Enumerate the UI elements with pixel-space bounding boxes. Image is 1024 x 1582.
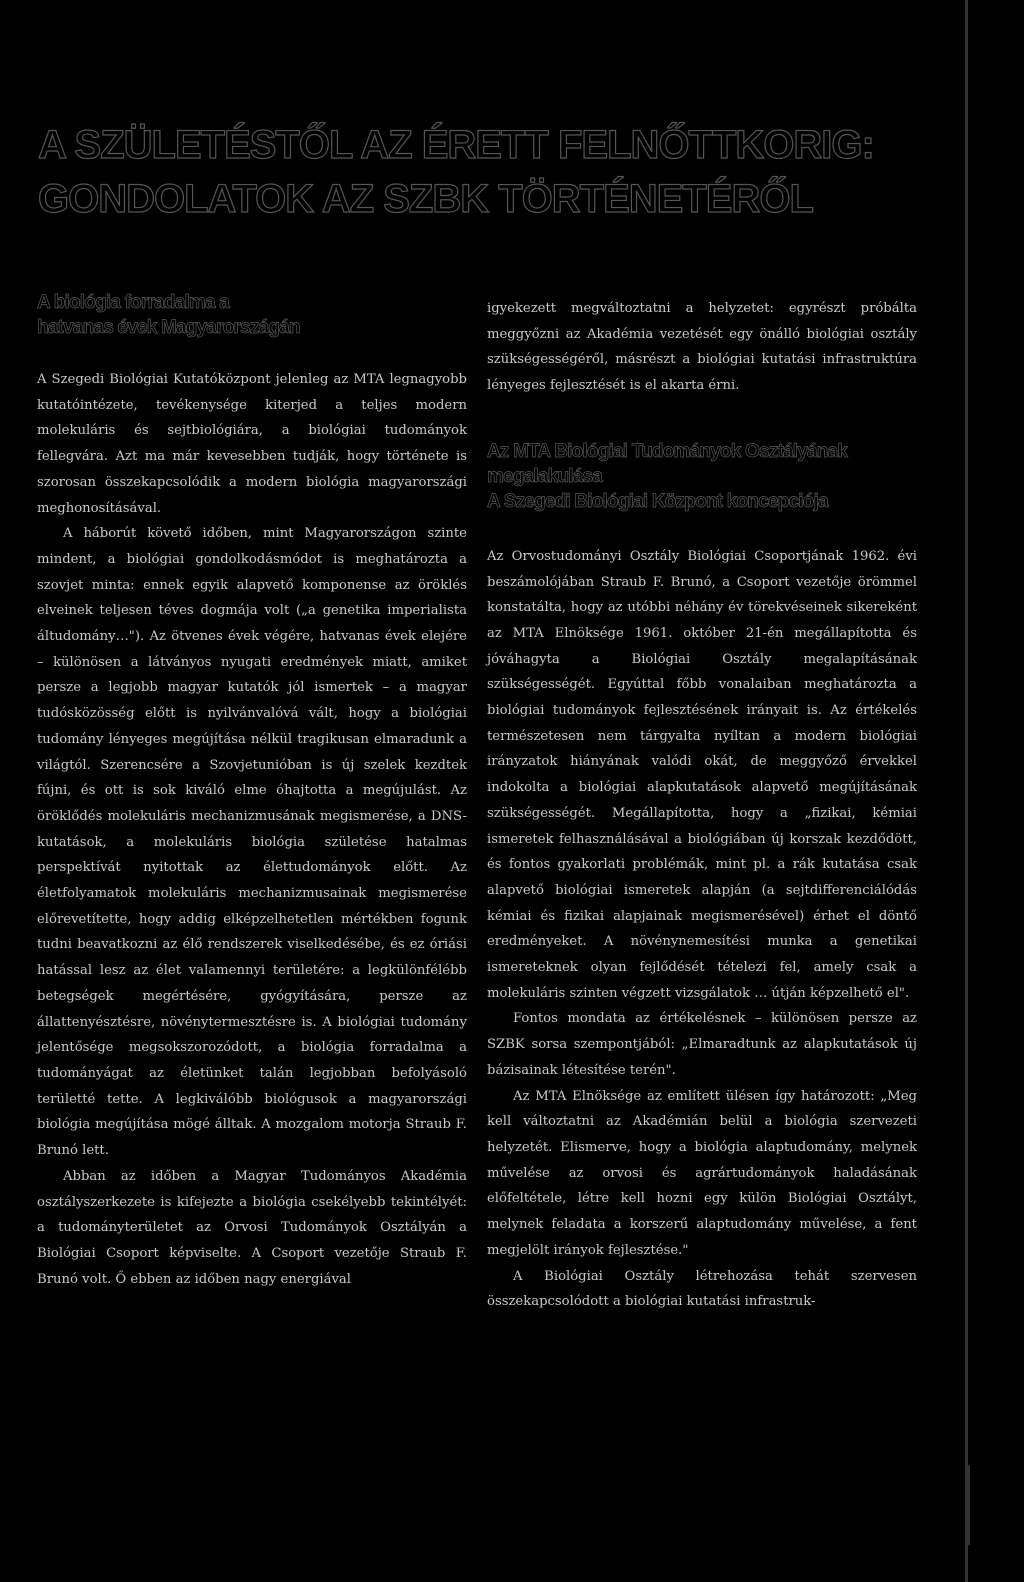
body-paragraph-continued: igyekezett megváltoztatni a helyzetet: egyrészt próbálta meggyőzni az Akadémia vezetését egy önálló biológiai osztály szükségességéről, másrészt a biológiai kutatási infrastruktúra lényeges fejlesztését is el akarta érni. bbox=[487, 301, 917, 394]
section-heading-mta-biology-department bbox=[487, 439, 917, 514]
left-column bbox=[37, 282, 467, 1292]
body-paragraph: Fontos mondata az értékelésnek – különösen persze az SZBK sorsa szempontjából: „Elmaradtunk az alapkutatások új bázisainak létesítése terén". bbox=[487, 1011, 917, 1078]
section-heading-line-1: Az MTA Biológiai Tudományok Osztályának bbox=[487, 440, 848, 462]
right-column bbox=[487, 296, 917, 1315]
page-title bbox=[38, 118, 938, 226]
body-paragraph: Abban az időben a Magyar Tudományos Akadémia osztályszerkezete is kifejezte a biológia csekélyebb tekintélyét: a tudományterületet az Orvosi Tudományok Osztályán a Biológiai Csoport képviselte. A Csoport vezetője Straub F. Brunó volt. Ő ebben az időben nagy energiával bbox=[37, 1168, 467, 1287]
section-heading-line-2: hatvanas évek Magyarországán bbox=[37, 317, 300, 338]
section-heading-biology-revolution bbox=[37, 290, 467, 340]
section-heading-line-3: A Szegedi Biológiai Központ koncepciója bbox=[487, 490, 828, 512]
body-paragraph: Az Orvostudományi Osztály Biológiai Csoportjának 1962. évi beszámolójában Straub F. Brunó, a Csoport vezetője örömmel konstatálta, hogy az utóbbi néhány év törekvéseinek sikereként az MTA Elnöksége 1961. október 21-én megállapította és jóváhagyta a Biológiai Osztály megalapításának szükségességét. Egyúttal főbb vonalaiban meghatározta a biológiai tudományok fejlesztésének irányait is. Az értékelés természetesen nem tárgyalta nyíltan a modern biológiai irányzatok hiányának valódi okát, de meggyőző érvekkel indokolta a biológiai alapkutatások alapvető megújításának szükségességét. Megállapította, hogy a „fizikai, kémiai ismeretek felhasználásával a biológiában új korszak kezdődött, és fontos gyakorlati problémák, mint pl. a rák kutatása csak alapvető biológiai ismeretek alapján (a sejtdifferenciálódás kémiai és fizikai alapjainak megismerésével) érhet el döntő eredményeket. A növénynemesítési munka a genetikai ismereteknek olyan fejlődését tételezi fel, amely csak a molekuláris szinten végzett vizsgálatok … útján képzelhető el". bbox=[487, 548, 917, 1001]
page-title-line-2: GONDOLATOK AZ SZBK TÖRTÉNETÉRŐL bbox=[38, 177, 813, 221]
body-paragraph: A Szegedi Biológiai Kutatóközpont jelenleg az MTA legnagyobb kutatóintézete, tevékenysége kiterjed a teljes modern molekuláris és sejtbiológiára, a biológiai tudományok fellegvára. Azt ma már kevesebben tudják, hogy története is szorosan összekapcsolódik a modern biológia magyarországi meghonosításával. bbox=[37, 372, 467, 516]
page-edge-rule-short bbox=[968, 1465, 970, 1545]
section-heading-line-2: megalakulása bbox=[487, 465, 603, 487]
section-heading-line-1: A biológia forradalma a bbox=[37, 292, 230, 313]
body-paragraph: A háborút követő időben, mint Magyarországon szinte mindent, a biológiai gondolkodásmódot is meghatározta a szovjet minta: ennek egyik alapvető komponense az öröklés elveinek teljesen téves dogmája volt („a genetika imperialista áltudomány…"). Az ötvenes évek végére, hatvanas évek elejére – különösen a látványos nyugati eredmények miatt, amiket persze a legjobb magyar kutatók jól ismertek – a magyar tudósközösség előtt is nyilvánvalóvá vált, hogy a biológiai tudomány lényeges megújítása nélkül tragikusan elmaradunk a világtól. Szerencsére a Szovjetunióban is új szelek kezdtek fújni, és ott is sok kiváló elme óhajtotta a megújulást. Az öröklődés molekuláris mechanizmusának megismerése, a DNS-kutatások, a molekuláris biológia születése hatalmas perspektívát nyitottak az élettudományok előtt. Az életfolyamatok molekuláris mechanizmusainak megismerése előrevetítette, hogy addig elképzelhetetlen mértékben fogunk tudni beavatkozni az élő rendszerek viselkedésébe, és ez óriási hatással lesz az élet valamennyi területére: a legkülönfélébb betegségek megértésére, gyógyítására, persze az állattenyésztésre, növénytermesztésre is. A biológiai tudomány jelentősége megsokszorozódott, a biológia forradalma a tudományágat az életünket talán legjobban befolyásoló területté tette. A legkiválóbb biológusok a magyarországi biológia megújítása mögé álltak. A mozgalom motorja Straub F. Brunó lett. bbox=[37, 526, 467, 1159]
page-edge-rule bbox=[965, 0, 968, 1582]
body-paragraph: Az MTA Elnöksége az említett ülésen így határozott: „Meg kell változtatni az Akadémián belül a biológia szervezeti helyzetét. Elismerve, hogy a biológia alaptudomány, melynek művelése az orvosi és agrártudományok haladásának előfeltétele, létre kell hozni egy külön Biológiai Osztályt, melynek feladata a korszerű alaptudomány művelése, a fent megjelölt irányok fejlesztése." bbox=[487, 1088, 917, 1258]
page-title-line-1: A SZÜLETÉSTŐL AZ ÉRETT FELNŐTTKORIG: bbox=[38, 123, 874, 167]
body-paragraph: A Biológiai Osztály létrehozása tehát szervesen összekapcsolódott a biológiai kutatási infrastruk- bbox=[487, 1268, 917, 1310]
